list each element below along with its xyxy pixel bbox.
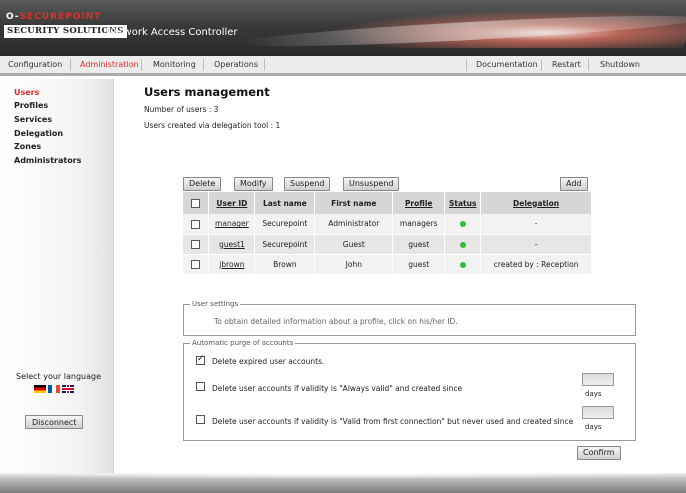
last-name-cell: Brown [255, 254, 315, 274]
column-header-last-name: Last name [255, 192, 315, 214]
language-selector [34, 385, 76, 394]
header-banner [0, 0, 686, 56]
purge-expired-checkbox[interactable] [196, 356, 205, 365]
language-label: Select your language [16, 372, 101, 381]
purge-always-valid-days-input[interactable] [582, 373, 614, 386]
row-checkbox[interactable] [191, 220, 200, 229]
delegation-cell: created by : Reception [481, 254, 592, 274]
status-active-icon [460, 262, 466, 268]
nav-restart[interactable]: Restart [552, 60, 581, 69]
user-id-link[interactable]: guest1 [209, 234, 255, 254]
nav-separator [141, 59, 142, 71]
confirm-button[interactable]: Confirm [577, 446, 621, 460]
purge-panel [183, 339, 636, 441]
table-row [183, 234, 592, 254]
purge-first-connection-days-input[interactable] [582, 406, 614, 419]
nav-operations[interactable]: Operations [214, 60, 258, 69]
purge-first-connection-days-label: days [585, 423, 602, 431]
column-header-delegation[interactable]: Delegation [481, 192, 592, 214]
purge-first-connection-label: Delete user accounts if validity is "Valid from first connection" but never used and created since [212, 417, 574, 426]
sidebar [0, 79, 114, 473]
status-active-icon [460, 242, 466, 248]
delete-button[interactable]: Delete [183, 177, 221, 191]
profile-cell: managers [393, 214, 445, 234]
column-header-user-id[interactable]: User ID [209, 192, 255, 214]
flag-de-icon[interactable] [34, 385, 46, 393]
column-header-status[interactable]: Status [445, 192, 481, 214]
first-name-cell: Administrator [315, 214, 393, 234]
add-button[interactable]: Add [560, 177, 588, 191]
first-name-cell: Guest [315, 234, 393, 254]
page-title: Users management [144, 85, 270, 99]
row-checkbox[interactable] [191, 240, 200, 249]
app-title: Network Access Controller [106, 27, 238, 38]
flag-gb-icon[interactable] [62, 385, 74, 393]
table-row [183, 214, 592, 234]
logo-tagline: SECURITY SOLUTIONS [4, 25, 127, 38]
first-name-cell: John [315, 254, 393, 274]
sidebar-item-profiles[interactable]: Profiles [14, 101, 49, 110]
last-name-cell: Securepoint [255, 214, 315, 234]
sidebar-item-users[interactable]: Users [14, 88, 40, 97]
select-all-header [183, 192, 209, 214]
select-all-checkbox[interactable] [191, 199, 200, 208]
logo-prefix: O- [6, 12, 20, 22]
logo [6, 12, 101, 22]
row-select-cell [183, 234, 209, 254]
nav-separator [541, 59, 542, 71]
row-select-cell [183, 254, 209, 274]
top-navigation [0, 56, 686, 76]
logo-point: POINT [65, 12, 102, 22]
status-cell [445, 214, 481, 234]
nav-configuration[interactable]: Configuration [8, 60, 63, 69]
column-header-profile[interactable]: Profile [393, 192, 445, 214]
modify-button[interactable]: Modify [234, 177, 273, 191]
delegation-cell: - [481, 234, 592, 254]
nav-separator [264, 59, 265, 71]
disconnect-button[interactable]: Disconnect [25, 415, 83, 429]
users-table [183, 192, 592, 275]
footer-bar [0, 473, 686, 493]
nav-documentation[interactable]: Documentation [476, 60, 538, 69]
purge-always-valid-checkbox[interactable] [196, 382, 205, 391]
column-header-first-name: First name [315, 192, 393, 214]
user-settings-legend: User settings [192, 300, 239, 308]
last-name-cell: Securepoint [255, 234, 315, 254]
sidebar-item-delegation[interactable]: Delegation [14, 129, 64, 138]
user-settings-hint: To obtain detailed information about a profile, click on his/her ID. [214, 317, 458, 326]
delegation-cell: - [481, 214, 592, 234]
status-cell [445, 254, 481, 274]
nav-shutdown[interactable]: Shutdown [600, 60, 640, 69]
profile-cell: guest [393, 234, 445, 254]
unsuspend-button[interactable]: Unsuspend [343, 177, 399, 191]
user-id-link[interactable]: jbrown [209, 254, 255, 274]
purge-always-valid-days-label: days [585, 390, 602, 398]
sidebar-item-zones[interactable]: Zones [14, 142, 42, 151]
profile-cell: guest [393, 254, 445, 274]
row-checkbox[interactable] [191, 260, 200, 269]
user-settings-panel [183, 300, 636, 336]
flag-fr-icon[interactable] [48, 385, 60, 393]
user-id-link[interactable]: manager [209, 214, 255, 234]
purge-expired-label: Delete expired user accounts. [212, 357, 325, 366]
suspend-button[interactable]: Suspend [284, 177, 330, 191]
nav-separator [70, 59, 71, 71]
row-select-cell [183, 214, 209, 234]
status-cell [445, 234, 481, 254]
sidebar-item-services[interactable]: Services [14, 115, 53, 124]
purge-first-connection-checkbox[interactable] [196, 415, 205, 424]
logo-secure: SECURE [19, 12, 66, 22]
nav-monitoring[interactable]: Monitoring [153, 60, 196, 69]
status-active-icon [460, 221, 466, 227]
nav-separator [203, 59, 204, 71]
nav-separator [466, 59, 467, 71]
number-of-users: Number of users : 3 [144, 105, 219, 114]
purge-always-valid-label: Delete user accounts if validity is "Always valid" and created since [212, 384, 463, 393]
sidebar-item-administrators[interactable]: Administrators [14, 156, 82, 165]
table-row [183, 254, 592, 274]
nav-separator [588, 59, 589, 71]
table-header-row [183, 192, 592, 214]
nav-administration[interactable]: Administration [80, 60, 139, 69]
purge-legend: Automatic purge of accounts [192, 339, 294, 347]
delegation-count: Users created via delegation tool : 1 [144, 121, 281, 130]
